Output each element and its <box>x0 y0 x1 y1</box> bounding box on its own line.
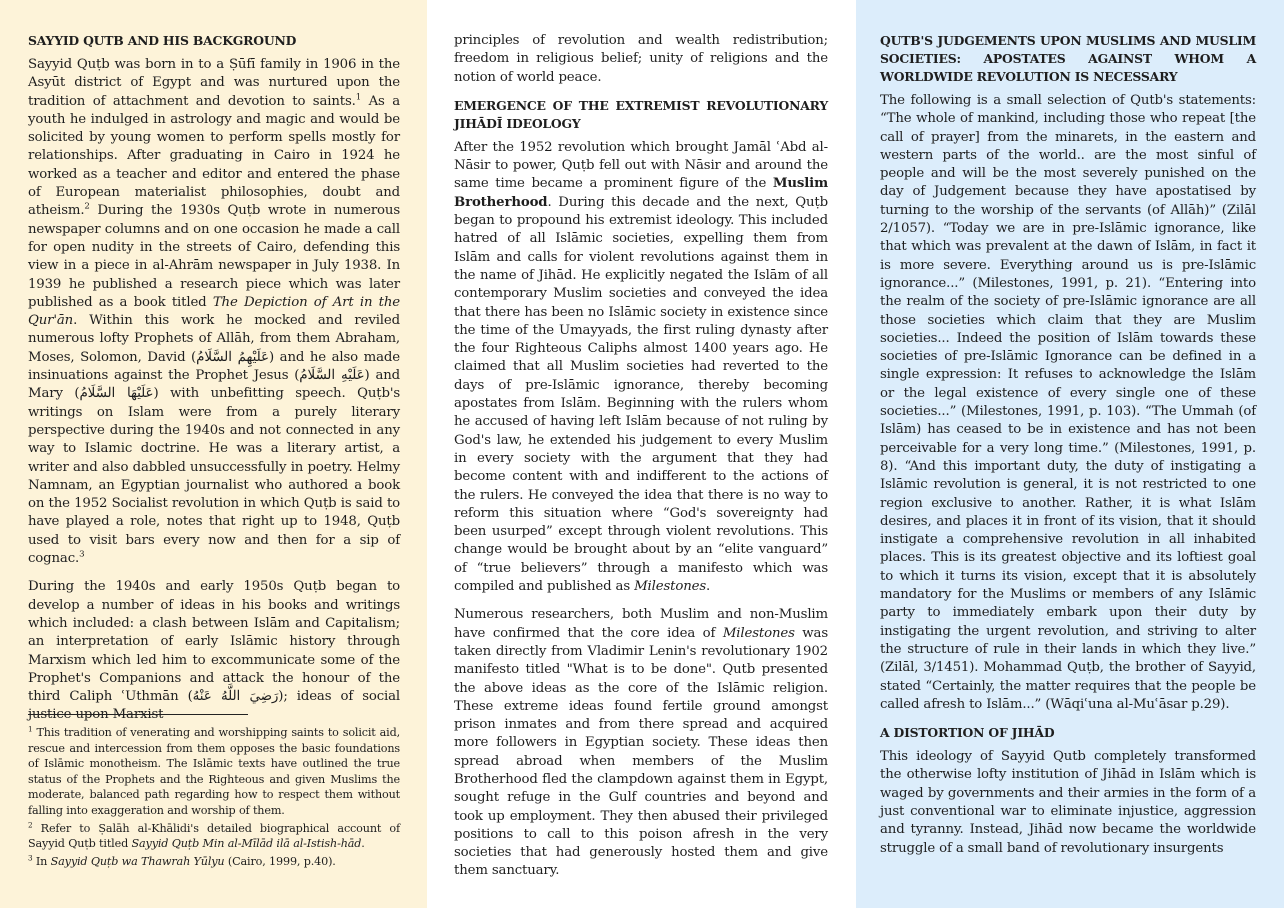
text-run: Numerous researchers, both Muslim and non-Muslim have confirmed that the core idea of <box>454 607 828 641</box>
text-run: This tradition of venerating and worshipping saints to solicit aid, rescue and intercession from them opposes the basic foundations of Islāmic monotheism. The Islāmic texts have outlined the true status of the Prophets and the Righteous and given Muslims the moderate, balanced path regarding how to respect them without falling into exaggeration and worship of them. <box>28 726 400 817</box>
column-left <box>0 0 427 908</box>
footnote-2 <box>28 821 400 852</box>
paragraph-judgements: The following is a small selection of Qutb's statements: “The whole of mankind, including those who repeat [the call of prayer] from the minarets, in the eastern and western parts of the world.. are the most sinful of people and will be the most severely punished on the day of Judgement because they have apostatised by turning to the worship of the servants (of Allāh)” (Zilāl 2/1057). “Today we are in pre-Islāmic ignorance, like that which was prevalent at the dawn of Islām, in fact it is more severe. Everything around us is pre-Islāmic ignorance...” (Milestones, 1991, p. 21). “Entering into the realm of the society of pre-Islāmic ignorance are all those societies which claim that they are Muslim societies... Indeed the position of Islām towards these societies of pre-Islāmic Ignorance can be defined in a single expression: It refuses to acknowledge the Islām or the legal existence of every single one of these societies...” (Milestones, 1991, p. 103). “The Ummah (of Islām) has ceased to be in existence and has not been perceivable for a very long time.” (Milestones, 1991, p. 8). “And this important duty, the duty of instigating a Islāmic revolution is general, it is not restricted to one region exclusive to another. Rather, it is what Islām desires, and places it in front of its vision, that it should instigate a comprehensive revolution in all inhabited places. This is its greatest objective and its loftiest goal to which it turns its vision, except that it is absolutely mandatory for the Muslims or members of any Islāmic party to immediately embark upon their duty by instigating the urgent revolution, and striving to alter the structure of rule in their lands in which they live.” (Zilāl, 3/1451). Mohammad Quṭb, the brother of Sayyid, stated “Certainly, the matter requires that the people be called afresh to Islām...” (Wāqiʿuna al-Muʿāsar p.29). <box>880 93 1256 712</box>
text-run: As a youth he indulged in astrology and magic and would be solicited by young women to perform spells mostly for relationships. After graduating in Cairo in 1924 he worked as a teacher and editor and entered the phase of European materialist philosophies, doubt and atheism. <box>28 93 401 219</box>
text-run: During the 1930s Quṭb wrote in numerous newspaper columns and on one occasion he made a call for open nudity in the streets of Cairo, defending this view in a piece in al-Ahrām newspaper in July 1938. In 1939 he published a research piece which was later published as a book titled <box>28 203 400 310</box>
text-run: After the 1952 revolution which brought Jamāl ʿAbd al-Nāsir to power, Quṭb fell out with Nāsir and around the same time became a prominent figure of the <box>454 139 828 192</box>
footnote-1 <box>28 725 400 819</box>
section-heading-distortion: A DISTORTION OF JIHĀD <box>880 725 1055 741</box>
footnote-3 <box>28 854 400 870</box>
paragraph-continued: principles of revolution and wealth redistribution; freedom in religious belief; unity of religions and the notion of world peace. <box>454 33 828 85</box>
paragraph-distortion: This ideology of Sayyid Qutb completely transformed the otherwise lofty institution of Jihād in Islām which is waged by governments and their armies in the form of a just conventional war to eliminate injustice, aggression and tyranny. Instead, Jihād now became the worldwide struggle of a small band of revolutionary insurgents <box>880 749 1256 856</box>
footnotes <box>28 712 400 871</box>
text-run: was taken directly from Vladimir Lenin's revolutionary 1902 manifesto titled "What is to be done". Qutb presented the above ideas as the core of the Islāmic religion. These extreme ideas found fertile ground amongst prison inmates and from there spread and acquired more followers in Egyptian society. These ideas then spread abroad when members of the Muslim Brotherhood fled the clampdown against them in Egypt, sought refuge in the Gulf countries and beyond and took up employment. They then abused their privileged positions to call to this poison afresh in the very societies that had generously hosted them and give them sanctuary. <box>454 625 828 879</box>
text-run: The Depiction of Art in the Qur'ān <box>28 294 400 329</box>
column-middle <box>427 0 856 908</box>
text-run: Sayyid Quṭb Min al-Mīlād ilā al-Istish-hād <box>131 837 362 851</box>
footnote-divider <box>28 714 248 715</box>
text-run: (Cairo, 1999, p.40). <box>224 854 336 868</box>
paragraph-emergence-2 <box>454 606 828 880</box>
text-run: Sayyid Quṭb wa Thawrah Yūlyu <box>50 854 225 868</box>
footnote-ref: 2 <box>84 201 90 212</box>
text-run: Milestones <box>634 579 707 595</box>
paragraph-background-1 <box>28 56 400 568</box>
text-run: . <box>361 837 365 851</box>
text-run: . During this decade and the next, Quṭb began to propound his extremist ideology. This included hatred of all Islāmic societies, expelling them from Islām and calls for violent revolutions against them in the name of Jihād. He explicitly negated the Islām of all contemporary Muslim societies and conveyed the idea that there has been no Islāmic society in existence since the time of the Umayyads, the first ruling dynasty after the four Righteous Caliphs almost 1400 years ago. He claimed that all Muslim societies had reverted to the days of pre-Islāmic ignorance, thereby becoming apostates from Islām. Beginning with the rulers whom he accused of having left Islām because of not ruling by God's law, he extended his judgement to every Muslim in every society with the argument that they had become content with and indifferent to the actions of the rulers. He conveyed the idea that there is no way to reform this situation where “God's sovereignty had been usurped” except through violent revolutions. This change would be brought about by an “elite vanguard” of “true believers” through a manifesto which was compiled and published as <box>454 194 828 595</box>
column-right <box>856 0 1284 908</box>
paragraph-background-2: During the 1940s and early 1950s Quṭb began to develop a number of ideas in his books and writings which included: a clash between Islām and Capitalism; an interpretation of early Islāmic history through Marxism which led him to excommunicate some of the Prophet's Companions and attack the honour of the third Caliph ʿUthmān (رَضِيَ اللَّهُ عَنْهُ); ideas of social justice upon Marxist <box>28 579 401 723</box>
footnote-ref: 3 <box>79 549 85 560</box>
text-run: Milestones <box>722 625 795 641</box>
text-run: . <box>706 579 711 595</box>
paragraph-emergence-1 <box>454 139 828 596</box>
text-run: Sayyid Quṭb was born in to a Ṣūfī family in 1906 in the Asyūt district of Egypt and was nurtured upon the tradition of attachment and devotion to saints. <box>28 57 400 109</box>
text-run: . Within this work he mocked and reviled numerous lofty Prophets of Allāh, from them Abraham, Moses, Solomon, David (عَلَيْهِمُ السَّلَامُ) and he also made insinuations against the Prophet Jesus (عَلَيْهِ السَّلَامُ) and Mary (عَلَيْهَا السَّلَامُ) with unbefitting speech. Quṭb's writings on Islam were from a purely literary perspective during the 1940s and not connected in any way to Islamic doctrine. He was a literary artist, a writer and also dabbled unsuccessfully in poetry. Helmy Namnam, an Egyptian journalist who authored a book on the 1952 Socialist revolution in which Quṭb is said to have played a role, notes that right up to 1948, Quṭb used to visit bars every now and then for a sip of cognac. <box>28 313 400 567</box>
section-heading-judgements: QUTB'S JUDGEMENTS UPON MUSLIMS AND MUSLIM SOCIETIES: APOSTATES AGAINST WHOM A WORLDWIDE REVOLUTION IS NECESSARY <box>880 33 1256 84</box>
section-heading-emergence: EMERGENCE OF THE EXTREMIST REVOLUTIONARY JIHĀDĪ IDEOLOGY <box>454 97 828 131</box>
section-heading-background: SAYYID QUTB AND HIS BACKGROUND <box>28 33 297 48</box>
text-run: Refer to Ṣalāh al-Khālidi's detailed biographical account of Sayyid Quṭb titled <box>28 821 400 851</box>
text-run: Muslim Brotherhood <box>454 176 828 210</box>
footnote-ref: 1 <box>28 724 33 734</box>
text-run: In <box>32 854 51 868</box>
footnote-ref: 2 <box>28 819 33 829</box>
footnote-ref: 3 <box>28 853 33 863</box>
footnote-ref: 1 <box>355 92 362 103</box>
